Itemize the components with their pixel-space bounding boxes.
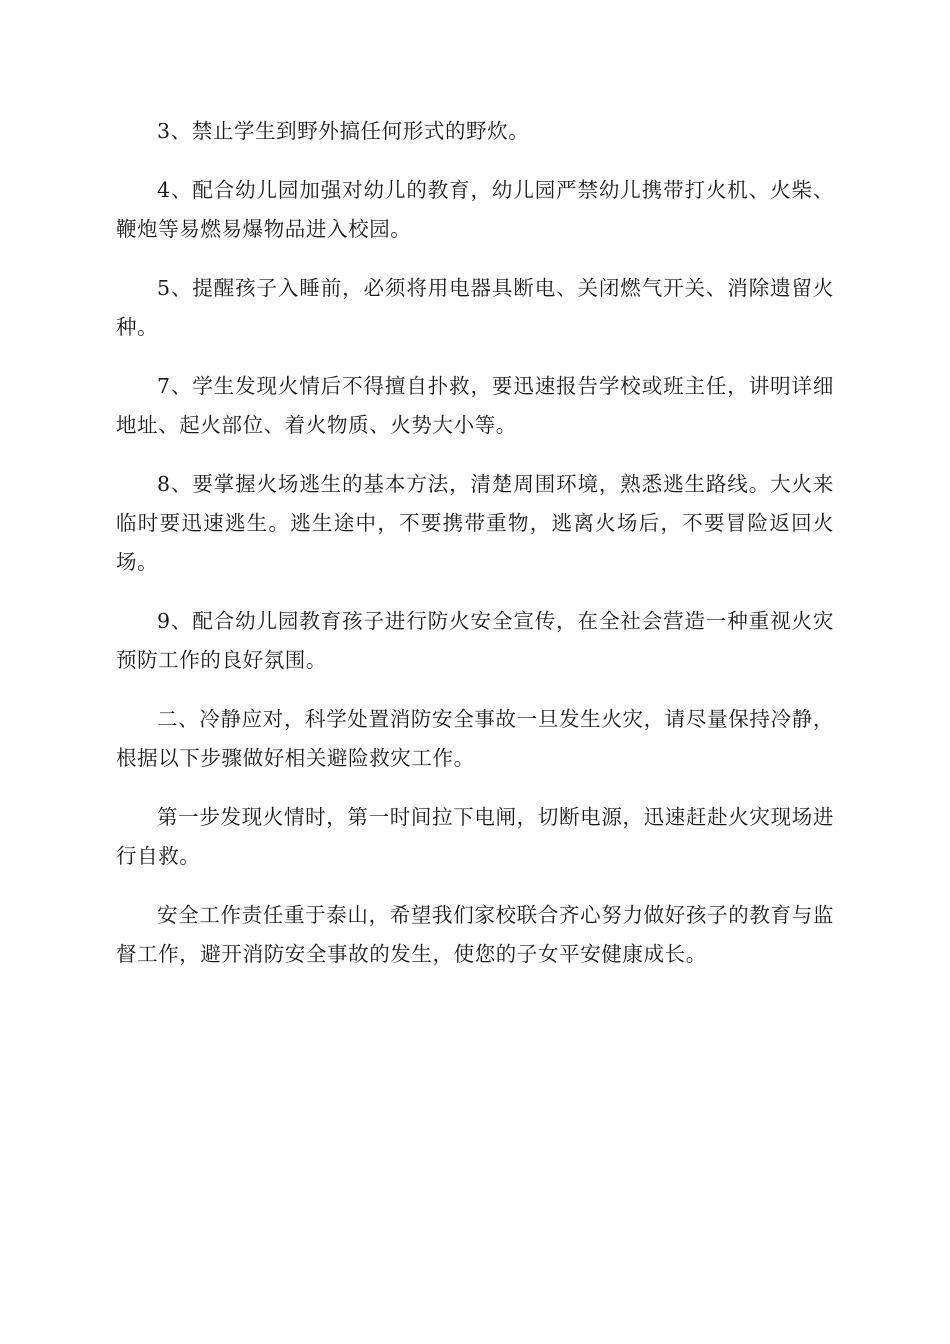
section-heading-paragraph: 二、冷静应对，科学处置消防安全事故一旦发生火灾，请尽量保持冷静，根据以下步骤做好相关避险救灾工作。 bbox=[116, 707, 834, 770]
paragraph-item-5: 5、提醒孩子入睡前，必须将用电器具断电、关闭燃气开关、消除遗留火种。 bbox=[116, 276, 834, 339]
step-one-paragraph: 第一步发现火情时，第一时间拉下电闸，切断电源，迅速赶赴火灾现场进行自救。 bbox=[116, 805, 834, 868]
closing-paragraph: 安全工作责任重于泰山，希望我们家校联合齐心努力做好孩子的教育与监督工作，避开消防安全事故的发生，使您的子女平安健康成长。 bbox=[116, 903, 834, 966]
paragraph-item-4: 4、配合幼儿园加强对幼儿的教育，幼儿园严禁幼儿携带打火机、火柴、鞭炮等易燃易爆物品进入校园。 bbox=[116, 178, 834, 241]
paragraph-item-9: 9、配合幼儿园教育孩子进行防火安全宣传，在全社会营造一种重视火灾预防工作的良好氛围。 bbox=[116, 609, 834, 672]
paragraph-item-8: 8、要掌握火场逃生的基本方法，清楚周围环境，熟悉逃生路线。大火来临时要迅速逃生。逃生途中，不要携带重物，逃离火场后，不要冒险返回火场。 bbox=[116, 472, 834, 574]
document-body bbox=[116, 112, 834, 994]
paragraph-item-3: 3、禁止学生到野外搞任何形式的野炊。 bbox=[157, 119, 530, 143]
paragraph-item-7: 7、学生发现火情后不得擅自扑救，要迅速报告学校或班主任，讲明详细地址、起火部位、着火物质、火势大小等。 bbox=[116, 374, 834, 437]
